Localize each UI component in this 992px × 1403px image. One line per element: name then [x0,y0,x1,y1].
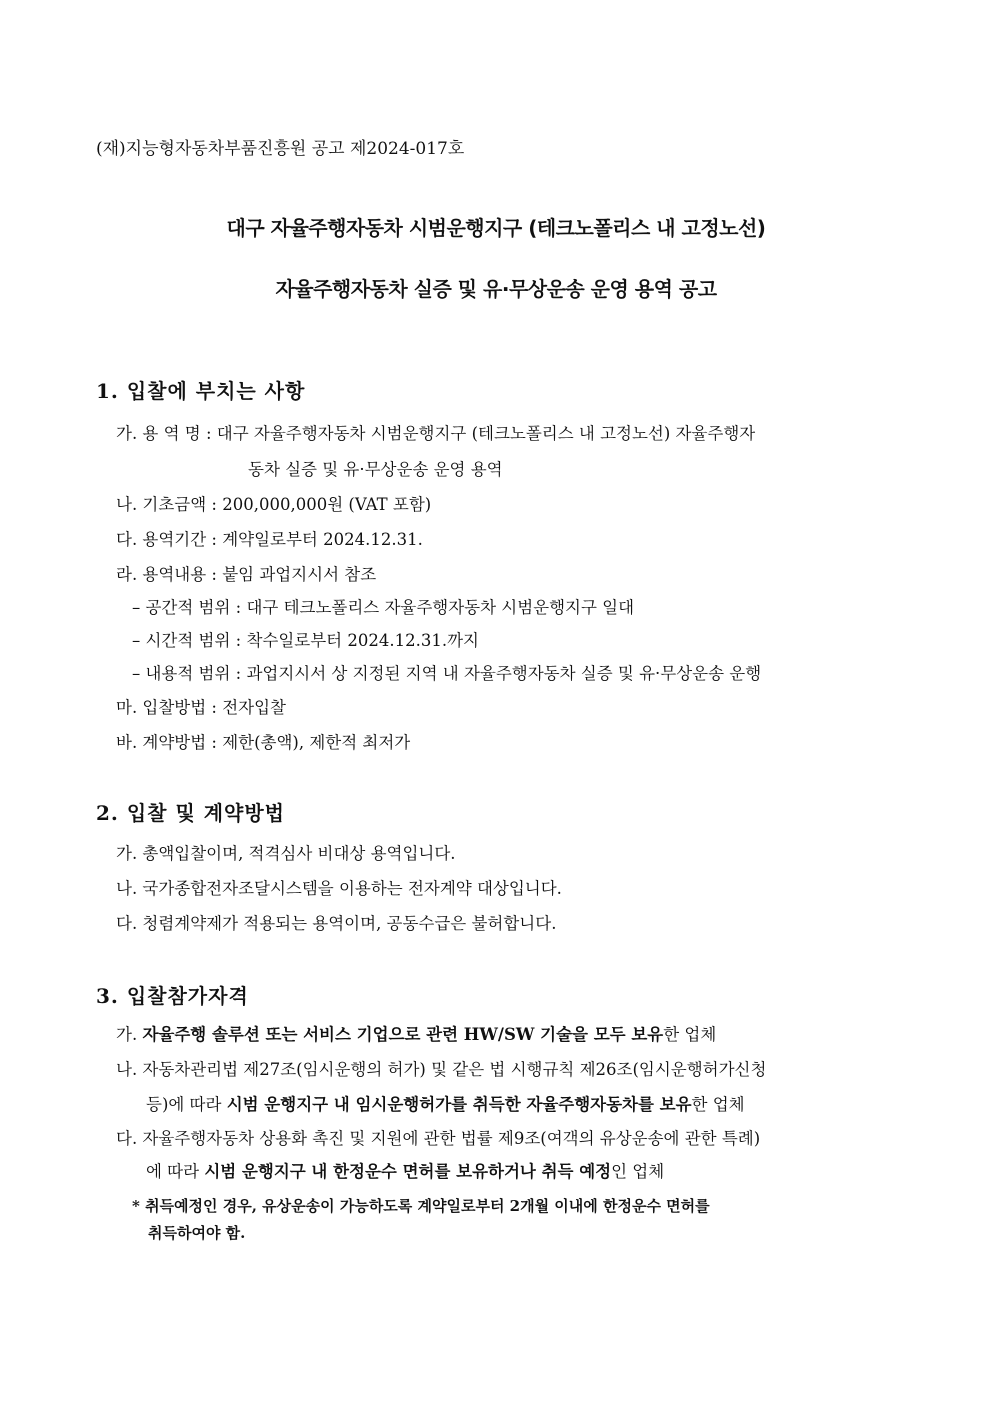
item-da-prefix: 에 따라 [146,1162,205,1181]
item-da-suffix: 인 업체 [611,1162,665,1181]
document-title-line-1: 대구 자율주행자동차 시범운행지구 (테크노폴리스 내 고정노선) [226,216,766,240]
section-3-item-ga [116,1021,716,1045]
item-na-prefix: 등)에 따라 [146,1095,227,1114]
scope-temporal: – 시간적 범위 : 착수일로부터 2024.12.31.까지 [132,631,479,650]
section-3-item-da-line-1: 다. 자율주행자동차 상용화 촉진 및 지원에 관한 법률 제9조(여객의 유상운송에 관한 특례) [116,1129,761,1148]
scope-spatial: – 공간적 범위 : 대구 테크노폴리스 자율주행자동차 시범운행지구 일대 [132,598,635,617]
item-ga-suffix: 한 업체 [663,1025,717,1044]
item-na-suffix: 한 업체 [691,1095,745,1114]
item-bid-method: 마. 입찰방법 : 전자입찰 [116,698,286,717]
section-1-heading: 1. 입찰에 부치는 사항 [96,379,306,403]
item-ga-prefix: 가. [116,1025,143,1044]
footnote-line-1: * 취득예정인 경우, 유상운송이 가능하도록 계약일로부터 2개월 이내에 한정운수 면허를 [132,1197,710,1215]
item-service-name-cont: 동차 실증 및 유·무상운송 운영 용역 [248,460,503,479]
footnote-line-2: 취득하여야 함. [148,1224,246,1242]
section-2-heading: 2. 입찰 및 계약방법 [96,801,286,825]
item-da-emphasis: 시범 운행지구 내 한정운수 면허를 보유하거나 취득 예정 [204,1162,612,1181]
item-ga-emphasis: 자율주행 솔루션 또는 서비스 기업으로 관련 HW/SW 기술을 모두 보유 [142,1025,664,1044]
item-service-period: 다. 용역기간 : 계약일로부터 2024.12.31. [116,530,423,549]
scope-content: – 내용적 범위 : 과업지시서 상 지정된 지역 내 자율주행자동차 실증 및 유·무상운송 운행 [132,664,762,683]
section-3-item-da-line-2 [146,1158,664,1182]
section-2-item-da: 다. 청렴계약제가 적용되는 용역이며, 공동수급은 불허합니다. [116,914,557,933]
section-2-item-na: 나. 국가종합전자조달시스템을 이용하는 전자계약 대상입니다. [116,879,562,898]
item-base-amount: 나. 기초금액 : 200,000,000원 (VAT 포함) [116,495,432,514]
section-3-heading: 3. 입찰참가자격 [96,984,249,1008]
item-service-content: 라. 용역내용 : 붙임 과업지시서 참조 [116,565,377,584]
notice-number: (재)지능형자동차부품진흥원 공고 제2024-017호 [96,139,465,159]
item-na-emphasis: 시범 운행지구 내 임시운행허가를 취득한 자율주행자동차를 보유 [226,1095,692,1114]
section-2-item-ga: 가. 총액입찰이며, 적격심사 비대상 용역입니다. [116,844,456,863]
section-3-item-na-line-1: 나. 자동차관리법 제27조(임시운행의 허가) 및 같은 법 시행규칙 제26조(임시운행허가신청 [116,1060,767,1079]
item-contract-method: 바. 계약방법 : 제한(총액), 제한적 최저가 [116,733,411,752]
item-service-name: 가. 용 역 명 : 대구 자율주행자동차 시범운행지구 (테크노폴리스 내 고정노선) 자율주행자 [116,424,756,443]
section-3-item-na-line-2 [146,1091,745,1115]
document-title-line-2: 자율주행자동차 실증 및 유·무상운송 운영 용역 공고 [275,277,717,301]
